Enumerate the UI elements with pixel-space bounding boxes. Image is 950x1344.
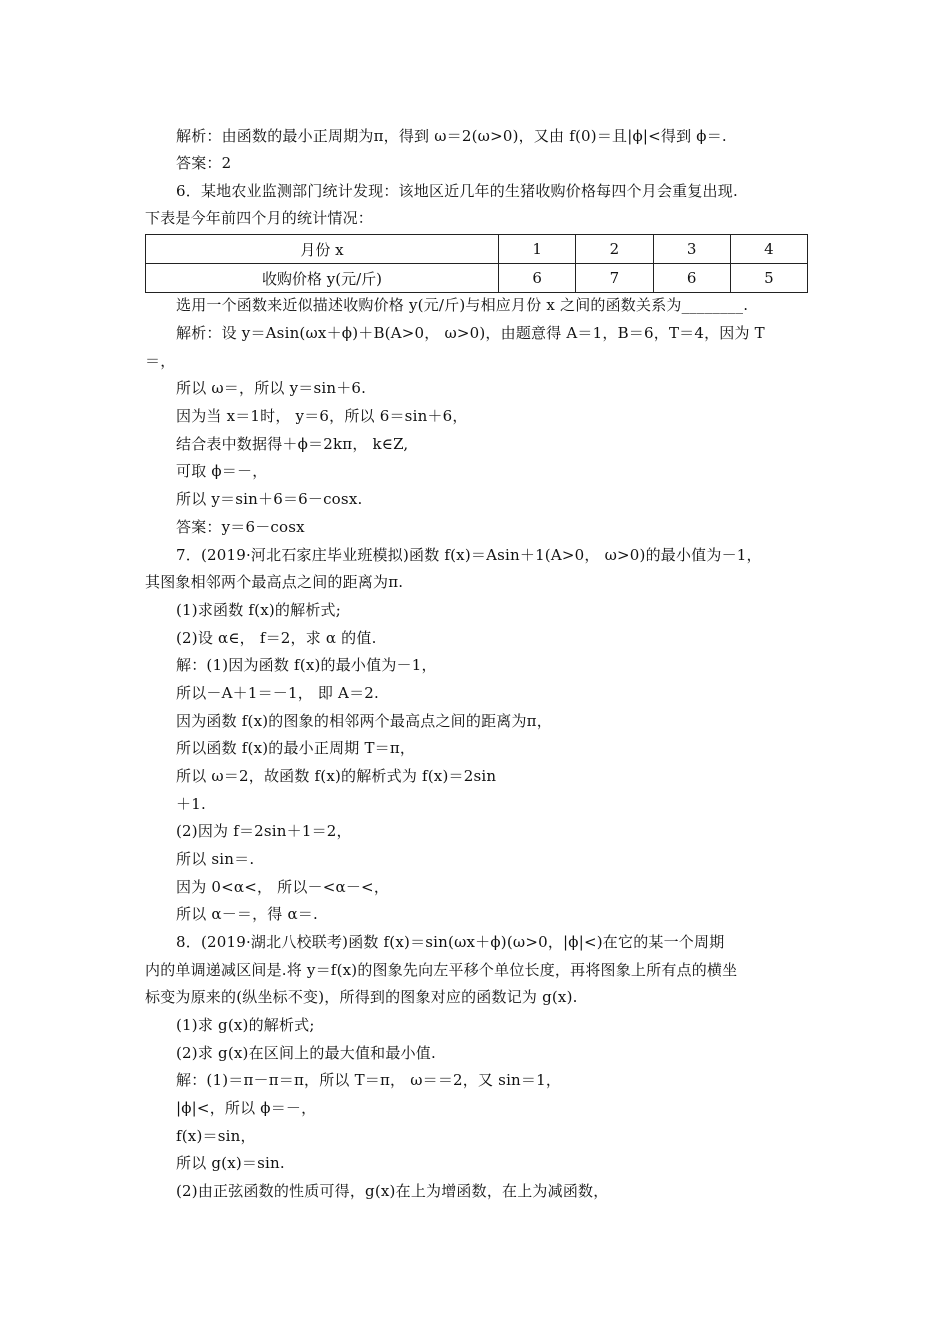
- text-line: ＋1.: [176, 795, 206, 813]
- text-line: 所以 y＝sin＋6＝6－cosx.: [176, 490, 363, 508]
- text-line: 选用一个函数来近似描述收购价格 y(元/斤)与相应月份 x 之间的函数关系为________.: [176, 296, 749, 314]
- text-line: 其图象相邻两个最高点之间的距离为π.: [145, 573, 404, 591]
- text-line: 所以 ω＝，所以 y＝sin＋6.: [176, 379, 367, 397]
- price-table: [145, 234, 808, 293]
- text-line: 7．(2019·河北石家庄毕业班模拟)函数 f(x)＝Asin＋1(A>0， ω>0)的最小值为－1，: [176, 546, 762, 564]
- text-line: 解析：由函数的最小正周期为π，得到 ω＝2(ω>0)，又由 f(0)＝且|ϕ|<得到 ϕ＝.: [176, 127, 727, 145]
- text-line: 因为函数 f(x)的图象的相邻两个最高点之间的距离为π，: [176, 712, 552, 730]
- text-line: (2)因为 f＝2sin＋1＝2，: [176, 822, 352, 840]
- table-cell: 6: [499, 264, 576, 293]
- table-cell: 2: [576, 235, 653, 264]
- text-line: 解：(1)因为函数 f(x)的最小值为－1，: [176, 656, 437, 674]
- text-line: |ϕ|<，所以 ϕ＝－，: [176, 1099, 317, 1117]
- text-line: 所以－A＋1＝－1， 即 A＝2.: [176, 684, 380, 702]
- text-line: 所以 ω＝2，故函数 f(x)的解析式为 f(x)＝2sin: [176, 767, 497, 785]
- text-line: 答案：y＝6－cosx: [176, 518, 305, 536]
- text-line: 所以 g(x)＝sin.: [176, 1154, 285, 1172]
- text-line: 所以函数 f(x)的最小正周期 T＝π，: [176, 739, 416, 757]
- text-line: 可取 ϕ＝－，: [176, 462, 268, 480]
- text-line: 因为当 x＝1时， y＝6，所以 6＝sin＋6，: [176, 407, 468, 425]
- text-line: (2)设 α∈， f＝2，求 α 的值.: [176, 629, 377, 647]
- table-cell: 3: [653, 235, 730, 264]
- table-cell: 4: [730, 235, 807, 264]
- text-line: 所以 sin＝.: [176, 850, 255, 868]
- text-line: (2)求 g(x)在区间上的最大值和最小值.: [176, 1044, 436, 1062]
- text-line: (1)求函数 f(x)的解析式;: [176, 601, 341, 619]
- table-cell: 7: [576, 264, 653, 293]
- text-line: 6．某地农业监测部门统计发现：该地区近几年的生猪收购价格每四个月会重复出现.: [176, 182, 738, 200]
- table-cell: 5: [730, 264, 807, 293]
- text-line: 8．(2019·湖北八校联考)函数 f(x)＝sin(ωx＋ϕ)(ω>0，|ϕ|<)在它的某一个周期: [176, 933, 725, 951]
- text-line: f(x)＝sin，: [176, 1127, 256, 1145]
- table-cell: 收购价格 y(元/斤): [146, 264, 499, 293]
- text-line: (1)求 g(x)的解析式;: [176, 1016, 315, 1034]
- table-row: [146, 264, 808, 293]
- table-cell: 6: [653, 264, 730, 293]
- text-line: 标变为原来的(纵坐标不变)，所得到的图象对应的函数记为 g(x).: [145, 988, 578, 1006]
- text-line: 内的单调递减区间是.将 y＝f(x)的图象先向左平移个单位长度，再将图象上所有点的横坐: [145, 961, 738, 979]
- text-line: 所以 α－＝，得 α＝.: [176, 905, 318, 923]
- text-line: 下表是今年前四个月的统计情况：: [145, 209, 374, 227]
- text-line: ＝，: [145, 352, 176, 370]
- text-line: 因为 0<α<， 所以－<α－<，: [176, 878, 390, 896]
- table-cell: 月份 x: [146, 235, 499, 264]
- text-line: (2)由正弦函数的性质可得，g(x)在上为增函数，在上为减函数，: [176, 1182, 609, 1200]
- text-line: 解：(1)＝π－π＝π，所以 T＝π， ω＝＝2，又 sin＝1，: [176, 1071, 562, 1089]
- table-row: [146, 235, 808, 264]
- table-cell: 1: [499, 235, 576, 264]
- text-line: 结合表中数据得＋ϕ＝2kπ， k∈Z,: [176, 435, 409, 453]
- text-line: 答案：2: [176, 154, 232, 172]
- text-line: 解析：设 y＝Asin(ωx＋ϕ)＋B(A>0， ω>0)，由题意得 A＝1，B＝6，T＝4，因为 T: [176, 324, 765, 342]
